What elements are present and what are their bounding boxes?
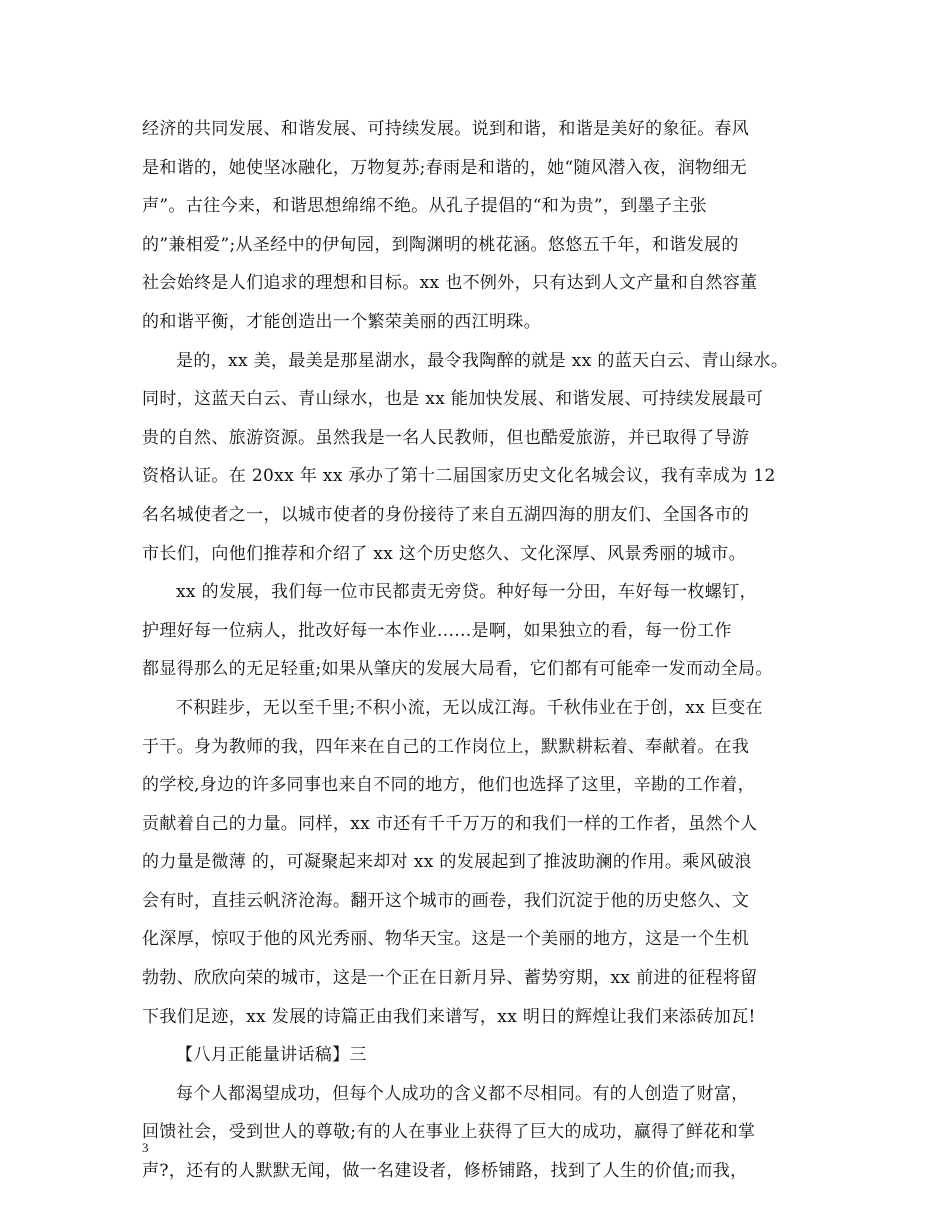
text-line: 贡献着自己的力量。同样，xx 市还有千千万万的和我们一样的工作者，虽然个人 (142, 813, 758, 834)
text-line: 护理好每一位病人，批改好每一本作业......是啊，如果独立的看，每一份工作 (142, 620, 732, 641)
text-line: 市长们，向他们推荐和介绍了 xx 这个历史悠久、文化深厚、风景秀丽的城市。 (142, 543, 746, 564)
text-line: 都显得那么的无足轻重;如果从肇庆的发展大局看，它们都有可能牵一发而动全局。 (142, 659, 773, 680)
text-line: 的”兼相爱”;从圣经中的伊甸园，到陶渊明的桃花涵。悠悠五千年，和谐发展的 (142, 234, 739, 255)
text-line: 的学校,身边的许多同事也来自不同的地方，他们也选择了这里，辛勘的工作着， (142, 775, 756, 796)
text-line: 回馈社会，受到世人的尊敬;有的人在事业上获得了巨大的成功，赢得了鲜花和掌 (142, 1122, 756, 1143)
text-line: 化深厚，惊叹于他的风光秀丽、物华天宝。这是一个美丽的地方，这是一个生机 (142, 929, 750, 950)
text-line: 贵的自然、旅游资源。虽然我是一名人民教师，但也酷爱旅游，并已取得了导游 (142, 427, 750, 448)
text-line: 是和谐的，她使坚冰融化，万物复苏;春雨是和谐的，她“随风潜入夜，润物细无 (142, 157, 748, 178)
text-line: 社会始终是人们追求的理想和目标。xx 也不例外，只有达到人文产量和自然容董 (142, 273, 758, 294)
body-text (142, 110, 832, 1191)
text-line: 名名城使者之一，以城市使者的身份接待了来自五湖四海的朋友们、全国各市的 (142, 504, 750, 525)
text-line: 会有时，直挂云帆济沧海。翻开这个城市的画卷，我们沉淀于他的历史悠久、文 (142, 890, 750, 911)
text-line: 资格认证。在 20xx 年 xx 承办了第十二届国家历史文化名城会议，我有幸成为 12 (142, 466, 776, 487)
text-line: 声”。古往今来，和谐思想绵绵不绝。从孔子提倡的“和为贵”，到墨子主张 (142, 196, 707, 217)
text-line: xx 的发展，我们每一位市民都责无旁贷。种好每一分田，车好每一枚螺钉， (176, 582, 757, 603)
text-line: 于干。身为教师的我，四年来在自己的工作岗位上，默默耕耘着、奉献着。在我 (142, 736, 750, 757)
text-line: 经济的共同发展、和谐发展、可持续发展。说到和谐，和谐是美好的象征。春风 (142, 119, 750, 139)
text-line: 下我们足迹，xx 发展的诗篇正由我们来谱写，xx 明日的辉煌让我们来添砖加瓦! (142, 1006, 756, 1027)
text-line: 不积跬步，无以至千里;不积小流，无以成江海。千秋伟业在于创，xx 巨变在 (176, 697, 763, 718)
text-line: 勃勃、欣欣向荣的城市，这是一个正在日新月异、蓄势穷期，xx 前进的征程将留 (142, 968, 758, 989)
text-line: 每个人都渴望成功，但每个人成功的含义都不尽相同。有的人创造了财富， (176, 1083, 749, 1104)
text-line: 是的，xx 美，最美是那星湖水，最令我陶醉的就是 xx 的蓝天白云、青山绿水。 (176, 350, 789, 371)
text-line: 的和谐平衡，才能创造出一个繁荣美丽的西江明珠。 (142, 311, 542, 332)
text-line: 【八月正能量讲话稿】三 (176, 1045, 367, 1066)
text-line: 同时，这蓝天白云、青山绿水，也是 xx 能加快发展、和谐发展、可持续发展最可 (142, 389, 764, 410)
page-number: 3 (142, 1140, 149, 1155)
text-line: 声?，还有的人默默无闻，做一名建设者，修桥铺路，找到了人生的价值;而我， (142, 1161, 748, 1182)
text-line: 的力量是微薄 的，可凝聚起来却对 xx 的发展起到了推波助澜的作用。乘风破浪 (142, 852, 752, 873)
